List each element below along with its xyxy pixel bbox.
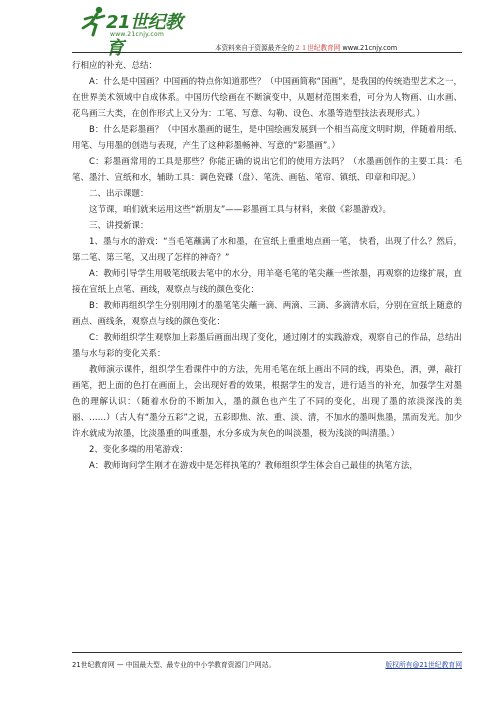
paragraph: 行相应的补充、总结： <box>72 61 158 71</box>
paragraph: 这节课，咱们就来运用这些“新朋友”——彩墨画工具与材料，来做《彩墨游戏》。 <box>89 205 392 215</box>
paragraph: A：教师引导学生用吸笔纸吸去笔中的水分，用羊毫毛笔的笔尖蘸一些浓墨，再观察的边缘扩展，直接在宣纸上点笔、画线，观察点与线的颜色变化： <box>72 269 462 295</box>
header-note-prefix: 本资料来自于资源最齐全的 <box>215 44 295 52</box>
section-heading: 二、出示课题： <box>89 189 149 199</box>
site-logo[interactable] <box>80 6 200 59</box>
paragraph: 1、墨与水的游戏：“当毛笔蘸满了水和墨，在宣纸上重重地点画一笔， 快看，出现了什么？然后，第二笔、第三笔，又出现了怎样的神奇？” <box>72 237 462 263</box>
paragraph: B：教师再组织学生分别用刚才的墨笔笔尖蘸一滴、两滴、三滴、多滴清水后，分别在宣纸上随意的画点、画线条，观察点与线的颜色变化： <box>72 301 462 327</box>
paragraph: 教师演示课件，组织学生看课件中的方法，先用毛笔在纸上画出不同的线，再染色，洒，弹，敲打画笔，把上面的色打在画面上，会出现好看的效果，根据学生的发言，进行适当的补充，加强学生对墨色的理解认识：（随着水份的不断加入，墨的颜色也产生了不同的变化，出现了墨的浓淡深浅的美丽、……）（古人有“墨分五彩”之说，五彩即焦、浓、重、淡、清，不加水的墨叫焦墨，黑而发光。加少许水就成为浓墨，比淡墨重的叫重墨，水分多成为灰色的叫淡墨，极为浅淡的叫清墨。） <box>72 365 462 439</box>
logo-url: www.21cnjy.com <box>110 31 165 38</box>
logo-text: 21世纪教育 <box>106 12 183 59</box>
header-note-site[interactable]: ２１世纪教育网 <box>294 44 341 52</box>
section-heading: 三、讲授新课： <box>89 221 149 231</box>
header-divider <box>72 52 462 53</box>
page-header <box>0 0 500 59</box>
runner-logo-icon <box>80 6 108 38</box>
paragraph: C：彩墨画常用的工具是那些？你能正确的说出它们的使用方法吗？（水墨画创作的主要工具：毛笔、墨汁、宣纸和水，辅助工具：调色瓷碟（盘）、笔洗、画毡、笔帘、镇纸、印章和印泥。） <box>72 157 462 183</box>
paragraph: A：什么是中国画？中国画的特点你知道那些？（中国画简称“国画”，是我国的传统造型艺术之一， 在世界美术领域中自成体系。中国历代绘画在不断演变中，从题材范围来看，可分为人物画、山水画、花鸟画三大类，在创作形式上又分为：工笔、写意、勾勒、设色、水墨等造型技法表现形式。） <box>72 77 462 119</box>
header-source-note <box>215 42 397 52</box>
header-note-url[interactable]: www.21cnjy.com <box>342 44 398 52</box>
paragraph: A：教师询问学生刚才在游戏中是怎样执笔的？教师组织学生体会自己最佳的执笔方法， <box>89 461 418 471</box>
footer-copyright-link[interactable]: 版权所有@21世纪教育网 <box>385 661 462 669</box>
footer-divider <box>72 652 462 653</box>
paragraph: B：什么是彩墨画？（中国水墨画的诞生，是中国绘画发展到一个相当高度文明时期，伴随着用纸、用笔、与用墨的创造与表现，产生了这种彩墨畅神、写意的“彩墨画”。） <box>72 125 462 151</box>
footer-site-description: 21世纪教育网 — 中国最大型、最专业的中小学教育资源门户网站。 <box>72 661 276 669</box>
paragraph: C：教师组织学生观察加上彩墨后画面出现了变化，通过刚才的实践游戏，观察自己的作品，总结出墨与水与彩的变化关系： <box>72 333 462 359</box>
page-footer <box>72 659 462 669</box>
section-heading: 2、变化多端的用笔游戏： <box>89 445 188 455</box>
document-body <box>72 58 462 474</box>
